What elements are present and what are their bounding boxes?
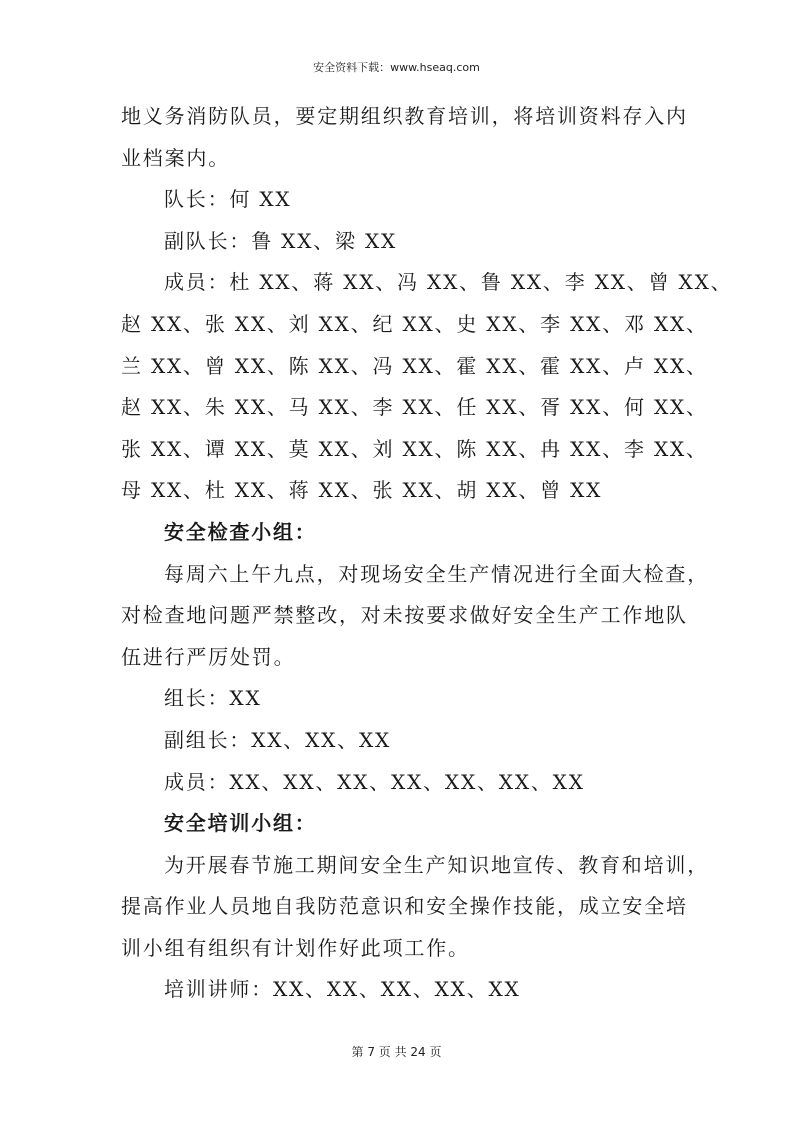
team-vice-captain-line: 副队长：鲁 XX、梁 XX: [164, 228, 398, 253]
group-deputy-leader-line: 副组长：XX、XX、XX: [164, 727, 392, 752]
section-heading-safety-training: 安全培训小组：: [164, 811, 317, 836]
team-members-line: 张 XX、谭 XX、莫 XX、刘 XX、陈 XX、冉 XX、李 XX、: [121, 436, 708, 461]
paragraph-line: 训小组有组织有计划作好此项工作。: [121, 935, 470, 960]
training-instructors-line: 培训讲师：XX、XX、XX、XX、XX: [164, 977, 521, 1002]
paragraph-line: 为开展春节施工期间安全生产知识地宣传、教育和培训，: [164, 852, 709, 877]
document-body: [121, 96, 733, 1011]
paragraph-line: 对检查地问题严禁整改，对未按要求做好安全生产工作地队: [121, 603, 688, 628]
team-members-line: 赵 XX、张 XX、刘 XX、纪 XX、史 XX、李 XX、邓 XX、: [121, 311, 708, 336]
page-header: 安全资料下载：www.hseaq.com: [313, 61, 480, 74]
page-number-footer: 第 7 页 共 24 页: [351, 1045, 442, 1059]
section-heading-safety-inspection: 安全检查小组：: [164, 519, 317, 544]
paragraph-line: 每周六上午九点，对现场安全生产情况进行全面大检查，: [164, 561, 709, 586]
team-members-line: 成员：杜 XX、蒋 XX、冯 XX、鲁 XX、李 XX、曾 XX、: [164, 270, 733, 295]
team-members-line: 兰 XX、曾 XX、陈 XX、冯 XX、霍 XX、霍 XX、卢 XX、: [121, 353, 708, 378]
paragraph-line: 地义务消防队员，要定期组织教育培训，将培训资料存入内: [121, 104, 688, 128]
group-leader-line: 组长：XX: [164, 686, 262, 711]
team-members-line: 赵 XX、朱 XX、马 XX、李 XX、任 XX、胥 XX、何 XX、: [121, 395, 708, 420]
paragraph-line: 伍进行严厉处罚。: [121, 644, 296, 669]
paragraph-line: 提高作业人员地自我防范意识和安全操作技能，成立安全培: [121, 894, 688, 919]
group-members-line: 成员：XX、XX、XX、XX、XX、XX、XX: [164, 769, 585, 794]
team-members-line: 母 XX、杜 XX、蒋 XX、张 XX、胡 XX、曾 XX: [121, 478, 603, 503]
paragraph-line: 业档案内。: [121, 145, 230, 170]
team-captain-line: 队长：何 XX: [164, 187, 292, 212]
